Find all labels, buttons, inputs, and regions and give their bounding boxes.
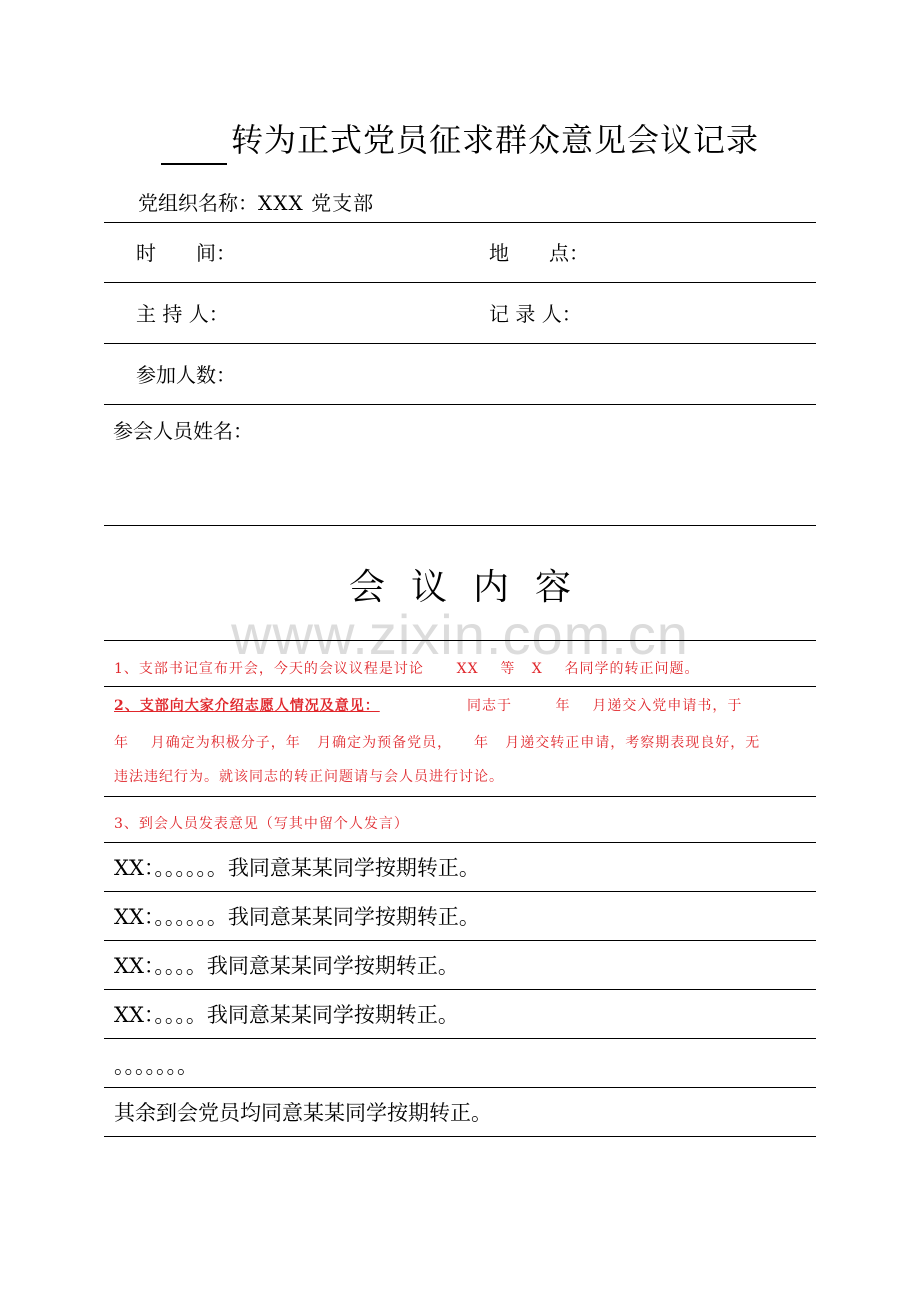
document-title [0, 115, 920, 165]
attendee-count-label: 参加人数： [136, 363, 236, 387]
recorder-label: 记 录 人： [489, 302, 582, 326]
agenda-item-2-heading: 2、支部向大家介绍志愿人情况及意见： [114, 698, 380, 714]
agenda-item-2-line-3: 违法违纪行为。就该同志的转正问题请与会人员进行讨论。 [114, 769, 504, 785]
place-label: 地 点： [489, 241, 589, 265]
divider [104, 1136, 816, 1137]
divider [104, 404, 816, 405]
watermark: www.zixin.com.cn [231, 603, 689, 666]
opinion-line: XX：。。。。我同意某某同学按期转正。 [114, 954, 459, 978]
meeting-content-title: 会议内容 [348, 567, 597, 608]
divider [104, 640, 816, 641]
opinion-line: XX：。。。。。。我同意某某同学按期转正。 [114, 905, 480, 929]
divider [104, 842, 816, 843]
divider [104, 686, 816, 687]
divider [104, 940, 816, 941]
agenda-item-2-tail: 同志于 年 月递交入党申请书，于 [379, 698, 743, 714]
time-label: 时 间： [136, 241, 236, 265]
title-blank-line [161, 129, 227, 165]
opinion-summary: 其余到会党员均同意某某同学按期转正。 [114, 1101, 492, 1125]
divider [104, 525, 816, 526]
org-name-row [138, 185, 374, 221]
agenda-item-1: 1、支部书记宣布开会，今天的会议议程是讨论 XX 等 X 名同学的转正问题。 [114, 661, 700, 677]
opinion-line: XX：。。。。我同意某某同学按期转正。 [114, 1003, 459, 1027]
divider [104, 282, 816, 283]
agenda-item-3: 3、到会人员发表意见（写其中留个人发言） [114, 816, 409, 832]
divider [104, 1038, 816, 1039]
divider [104, 891, 816, 892]
divider [104, 1087, 816, 1088]
title-text: 转为正式党员征求群众意见会议记录 [230, 121, 759, 159]
divider [104, 796, 816, 797]
opinion-line: 。。。。。。。 [114, 1054, 198, 1078]
org-name-value: XXX 党支部 [258, 191, 375, 215]
opinion-line: XX：。。。。。。我同意某某同学按期转正。 [114, 856, 480, 880]
divider [104, 989, 816, 990]
divider [104, 343, 816, 344]
agenda-item-2-line-2: 年 月确定为积极分子，年 月确定为预备党员， 年 月递交转正申请，考察期表现良好，无 [114, 735, 761, 751]
org-name-label: 党组织名称： [138, 191, 258, 215]
divider [104, 222, 816, 223]
agenda-item-2 [114, 696, 742, 716]
host-label: 主 持 人： [136, 302, 229, 326]
attendee-names-label: 参会人员姓名： [113, 419, 253, 443]
